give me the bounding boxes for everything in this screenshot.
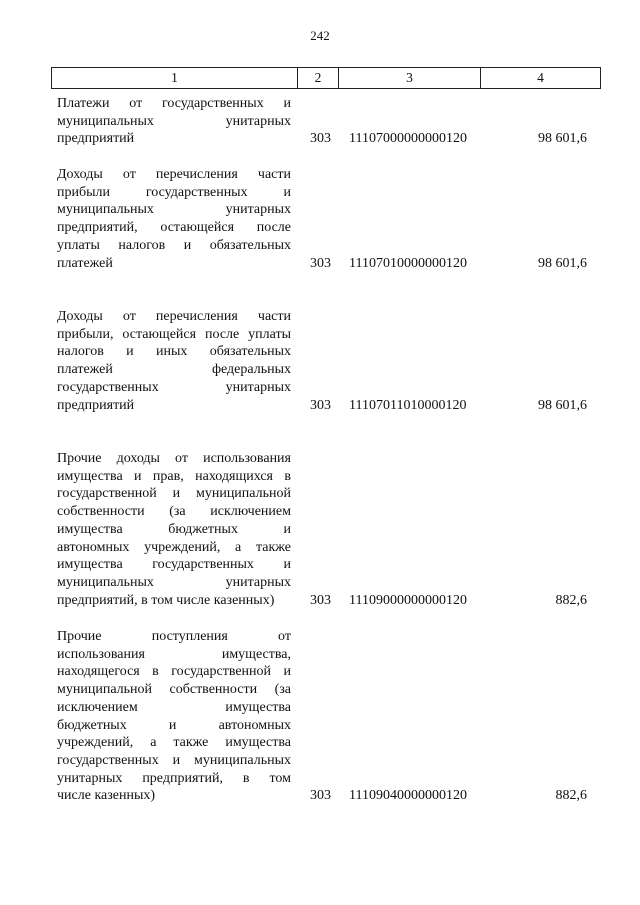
description-line: имущества государственных и [57, 557, 291, 573]
row-description [57, 308, 291, 414]
description-line: государственных унитарных [57, 379, 291, 395]
row-amount: 98 601,6 [538, 255, 587, 271]
description-line: Прочие поступления от [57, 629, 291, 644]
description-line: использования имущества, [57, 646, 291, 662]
description-line: предприятий, в том числе казенных) [57, 592, 275, 608]
description-line: собственности (за исключением [57, 504, 291, 520]
description-line: исключением имущества [57, 699, 291, 715]
row-description [57, 450, 291, 609]
row-amount: 98 601,6 [538, 131, 587, 147]
description-line: платежей [57, 255, 113, 271]
header-col-3: 3 [339, 68, 481, 89]
row-description [57, 95, 291, 148]
description-line: государственных и муниципальных [57, 752, 291, 768]
row-code-2: 303 [310, 397, 331, 413]
header-col-4: 4 [481, 68, 601, 89]
description-line: предприятий [57, 397, 135, 413]
row-code-2: 303 [310, 131, 331, 147]
description-line: предприятий, остающейся после [57, 220, 291, 236]
description-line: налогов и иных обязательных [57, 344, 291, 360]
row-code-2: 303 [310, 788, 331, 804]
description-line: прибыли государственных и [57, 184, 291, 200]
header-col-1: 1 [52, 68, 298, 89]
description-line: Доходы от перечисления части [57, 309, 291, 324]
description-line: автономных учреждений, а также [57, 539, 291, 555]
description-line: числе казенных) [57, 788, 156, 804]
description-line: прибыли, остающейся после уплаты [57, 326, 291, 342]
row-code-2: 303 [310, 592, 331, 608]
row-kbk-code: 11107000000000120 [349, 131, 467, 147]
description-line: муниципальных унитарных [57, 574, 291, 590]
row-kbk-code: 11109000000000120 [349, 592, 467, 608]
description-line: Платежи от государственных и [57, 96, 291, 111]
row-description [57, 628, 291, 805]
description-line: унитарных предприятий, в том [57, 770, 291, 786]
description-line: платежей федеральных [57, 362, 291, 378]
description-line: учреждений, а также имущества [57, 735, 291, 751]
description-line: находящегося в государственной и [57, 664, 291, 680]
row-description [57, 166, 291, 272]
row-amount: 882,6 [555, 592, 587, 608]
description-line: бюджетных и автономных [57, 717, 291, 733]
row-kbk-code: 11109040000000120 [349, 788, 467, 804]
description-line: имущества и прав, находящихся в [57, 468, 291, 484]
row-amount: 882,6 [555, 788, 587, 804]
description-line: муниципальных унитарных [57, 113, 291, 129]
description-line: муниципальных унитарных [57, 202, 291, 218]
description-line: Доходы от перечисления части [57, 167, 291, 182]
page-number: 242 [310, 28, 330, 43]
description-line: Прочие доходы от использования [57, 451, 291, 466]
table-header [51, 67, 601, 89]
description-line: государственной и муниципальной [57, 486, 291, 502]
row-kbk-code: 11107010000000120 [349, 255, 467, 271]
row-amount: 98 601,6 [538, 397, 587, 413]
description-line: имущества бюджетных и [57, 521, 291, 537]
description-line: предприятий [57, 131, 135, 147]
description-line: уплаты налогов и обязательных [57, 237, 291, 253]
row-code-2: 303 [310, 255, 331, 271]
description-line: муниципальной собственности (за [57, 682, 291, 698]
header-col-2: 2 [298, 68, 339, 89]
row-kbk-code: 11107011010000120 [349, 397, 467, 413]
